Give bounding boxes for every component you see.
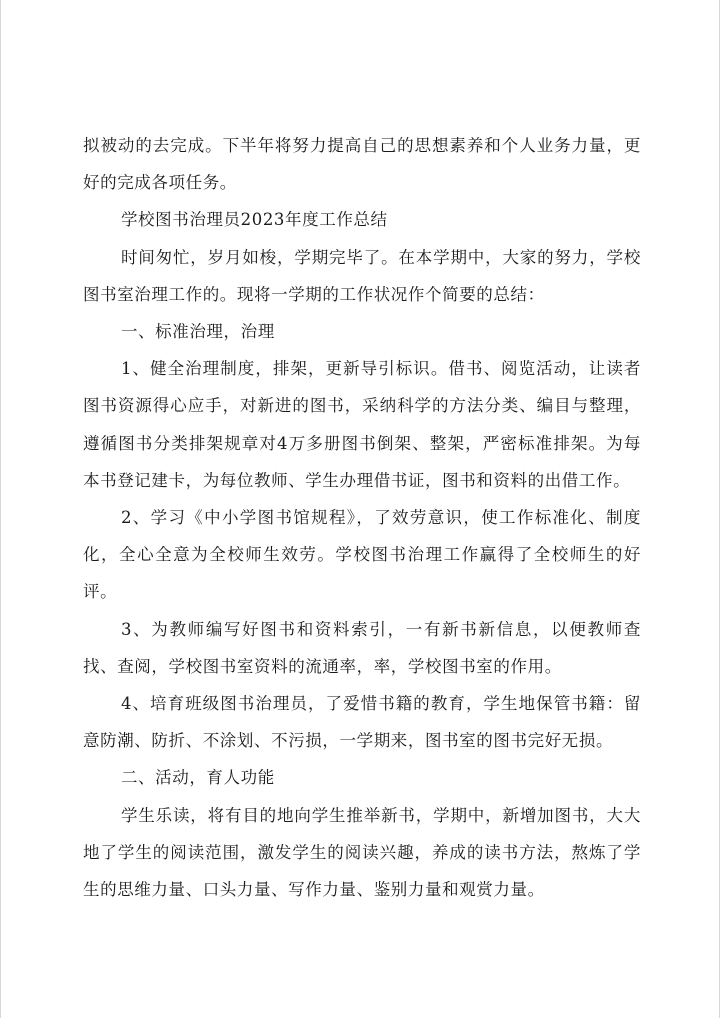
section-heading-1: 一、标准治理，治理 <box>120 322 275 342</box>
paragraph-item-2: 2、学习《中小学图书馆规程》，了效劳意识，使工作标准化、制度化，全心全意为全校师生效劳。学校图书治理工作赢得了全校师生的好评。 <box>83 508 641 602</box>
paragraph-item-1: 1、健全治理制度，排架，更新导引标识。借书、阅览活动，让读者图书资源得心应手，对新进的图书，采纳科学的方法分类、编目与整理，遵循图书分类排架规章对4万多册图书倒架、整架，严密标准排架。为每本书登记建卡，为每位教师、学生办理借书证，图书和资料的出借工作。 <box>83 359 641 490</box>
paragraph-item-3: 3、为教师编写好图书和资料索引，一有新书新信息，以便教师查找、查阅，学校图书室资料的流通率，率，学校图书室的作用。 <box>83 619 641 676</box>
paragraph-activities: 学生乐读，将有目的地向学生推举新书，学期中，新增加图书，大大地了学生的阅读范围，激发学生的阅读兴趣，养成的读书方法，熬炼了学生的思维力量、口头力量、写作力量、鉴别力量和观赏力量。 <box>83 805 641 900</box>
paragraph-intro: 时间匆忙，岁月如梭，学期完毕了。在本学期中，大家的努力，学校图书室治理工作的。现将一学期的工作状况作个简要的总结： <box>83 247 641 304</box>
paragraph-continuation: 拟被动的去完成。下半年将努力提高自己的思想素养和个人业务力量，更好的完成各项任务。 <box>83 136 641 193</box>
section-heading-2: 二、活动，育人功能 <box>120 768 275 788</box>
article-title: 学校图书治理员2023年度工作总结 <box>120 210 388 230</box>
paragraph-item-4: 4、培育班级图书治理员，了爱惜书籍的教育，学生地保管书籍：留意防潮、防折、不涂划、不污损，一学期来，图书室的图书完好无损。 <box>83 694 641 751</box>
document-body <box>83 127 641 908</box>
